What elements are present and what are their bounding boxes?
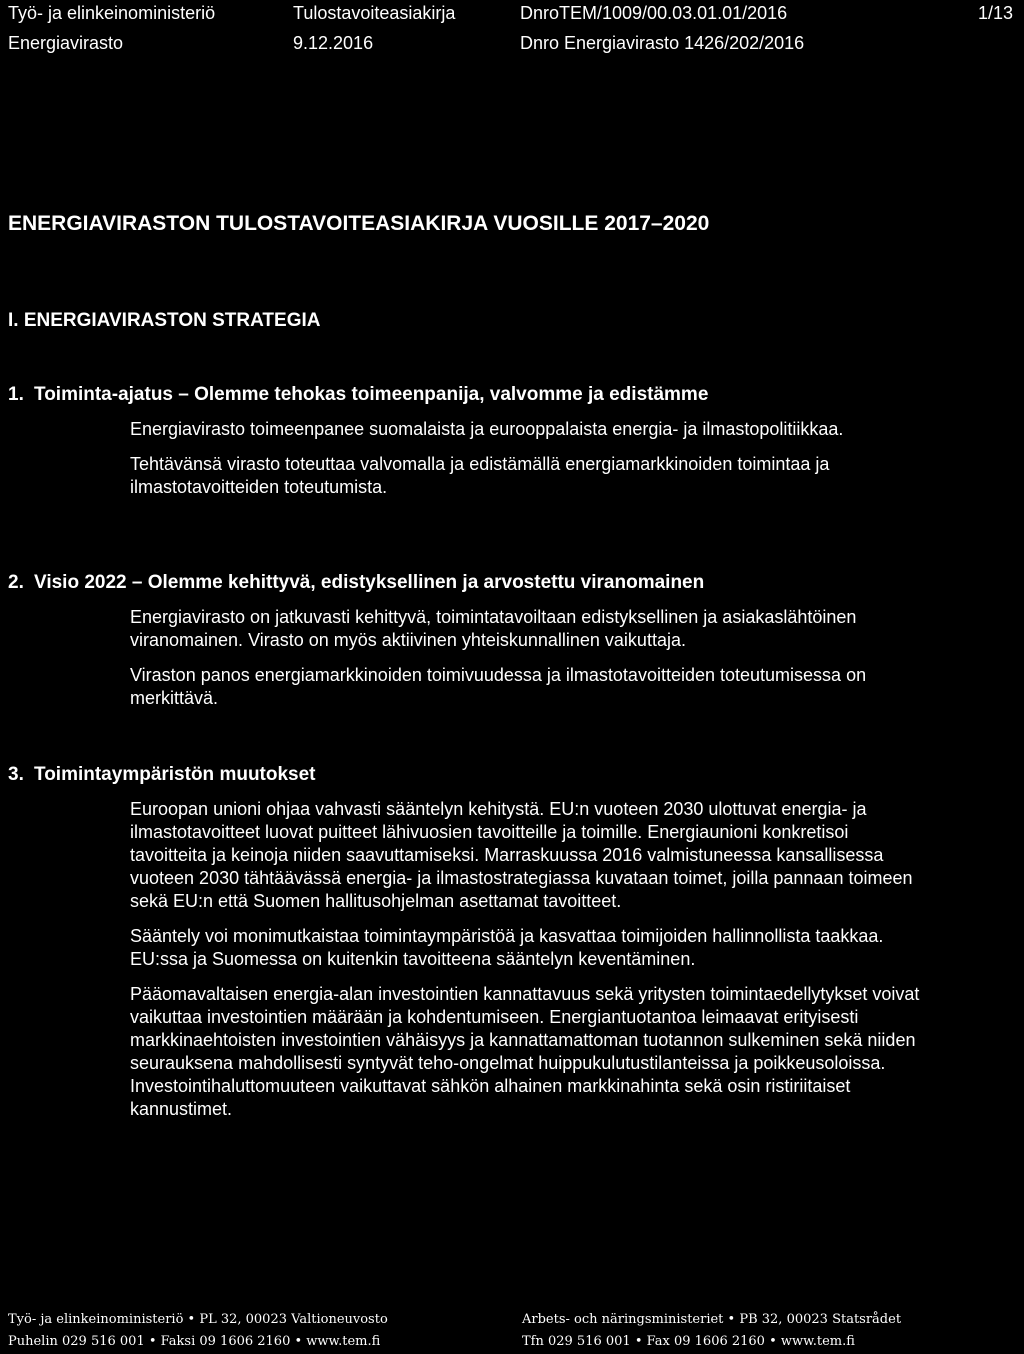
section-number: 3. xyxy=(8,764,24,785)
part-title: I. ENERGIAVIRASTON STRATEGIA xyxy=(8,310,321,331)
header-ministry: Työ- ja elinkeinoministeriö xyxy=(8,3,216,23)
section-heading xyxy=(8,762,998,788)
footer-fi-address: Työ- ja elinkeinoministeriö • PL 32, 00023 Valtioneuvosto xyxy=(8,1312,388,1327)
header-page-number: 1/13 xyxy=(978,3,1014,23)
paragraph: Euroopan unioni ohjaa vahvasti sääntelyn kehitystä. EU:n vuoteen 2030 ulottuvat energia- ja ilmastotavoitteet luovat puitteet lähivuosien tavoitteille ja toimille. Energiaunioni konkretisoi tavoitteita ja keinoja niiden saavuttamiseksi. Marraskuussa 2016 valmistuneessa kansallisessa vuoteen 2030 tähtäävässä energia- ja ilmastostrategiassa kuvataan toimet, joilla pannaan toimeen sekä EU:n että Suomen hallitusohjelman asettamat tavoitteet. xyxy=(130,799,913,911)
paragraph: Energiavirasto on jatkuvasti kehittyvä, toimintatavoiltaan edistyksellinen ja asiakaslähtöinen viranomainen. Virasto on myös aktiivinen yhteiskunnallinen vaikuttaja. xyxy=(130,607,857,650)
section-environment-changes xyxy=(8,762,998,1133)
document-title: ENERGIAVIRASTON TULOSTAVOITEASIAKIRJA VUOSILLE 2017–2020 xyxy=(8,212,710,235)
section-body xyxy=(130,606,930,710)
section-body xyxy=(130,418,930,499)
footer-finnish xyxy=(8,1310,388,1354)
section-heading-text: Toimintaympäristön muutokset xyxy=(34,764,316,785)
section-number: 1. xyxy=(8,384,24,405)
header-agency: Energiavirasto xyxy=(8,33,124,53)
footer-fi-contact: Puhelin 029 516 001 • Faksi 09 1606 2160 • www.tem.fi xyxy=(8,1334,381,1349)
paragraph: Energiavirasto toimeenpanee suomalaista ja eurooppalaista energia- ja ilmastopolitiikkaa. xyxy=(130,419,844,439)
header-dnro-column xyxy=(520,0,804,60)
header-dnro-ev: Dnro Energiavirasto 1426/202/2016 xyxy=(520,33,805,53)
document-header xyxy=(0,0,1024,60)
footer-sv-address: Arbets- och näringsministeriet • PB 32, 00023 Statsrådet xyxy=(522,1312,902,1327)
header-doc-type: Tulostavoiteasiakirja xyxy=(293,3,456,23)
section-heading xyxy=(8,382,998,408)
section-heading-text: Toiminta-ajatus – Olemme tehokas toimeenpanija, valvomme ja edistämme xyxy=(34,384,709,405)
section-body xyxy=(130,798,930,1121)
paragraph: Viraston panos energiamarkkinoiden toimivuudessa ja ilmastotavoitteiden toteutumisessa on merkittävä. xyxy=(130,665,867,708)
paragraph: Pääomavaltaisen energia-alan investointien kannattavuus sekä yritysten toimintaedellytykset voivat vaikuttaa investointien määrään ja kohdentumiseen. Energiantuotantoa leimaavat erityisesti markkinaehtoisten investointien vähäisyys ja kannattamattoman tuotannon sulkeminen sekä niiden seurauksena mahdollisesti syntyvät teho-ongelmat huippukulutustilanteissa ja poikkeusoloissa. Investointihaluttomuuteen vaikuttavat sähkön alhainen markkinahinta sekä osin ristiriitaiset kannustimet. xyxy=(130,984,920,1119)
paragraph: Sääntely voi monimutkaistaa toimintaympäristöä ja kasvattaa toimijoiden hallinnollista taakkaa. EU:ssa ja Suomessa on kuitenkin tavoitteena sääntelyn keventäminen. xyxy=(130,926,884,969)
section-number: 2. xyxy=(8,572,24,593)
document-footer xyxy=(0,1310,1024,1350)
section-mission xyxy=(8,382,998,511)
paragraph: Tehtävänsä virasto toteuttaa valvomalla ja edistämällä energiamarkkinoiden toimintaa ja ilmastotavoitteiden toteutumista. xyxy=(130,454,830,497)
section-heading xyxy=(8,570,998,596)
header-issuer-column xyxy=(8,0,215,60)
footer-swedish xyxy=(522,1310,901,1354)
header-dnro-tem: DnroTEM/1009/00.03.01.01/2016 xyxy=(520,3,788,23)
footer-sv-contact: Tfn 029 516 001 • Fax 09 1606 2160 • www.tem.fi xyxy=(522,1334,855,1349)
header-doc-column xyxy=(293,0,455,60)
section-vision xyxy=(8,570,998,722)
section-heading-text: Visio 2022 – Olemme kehittyvä, edistyksellinen ja arvostettu viranomainen xyxy=(34,572,705,593)
header-date: 9.12.2016 xyxy=(293,33,374,53)
